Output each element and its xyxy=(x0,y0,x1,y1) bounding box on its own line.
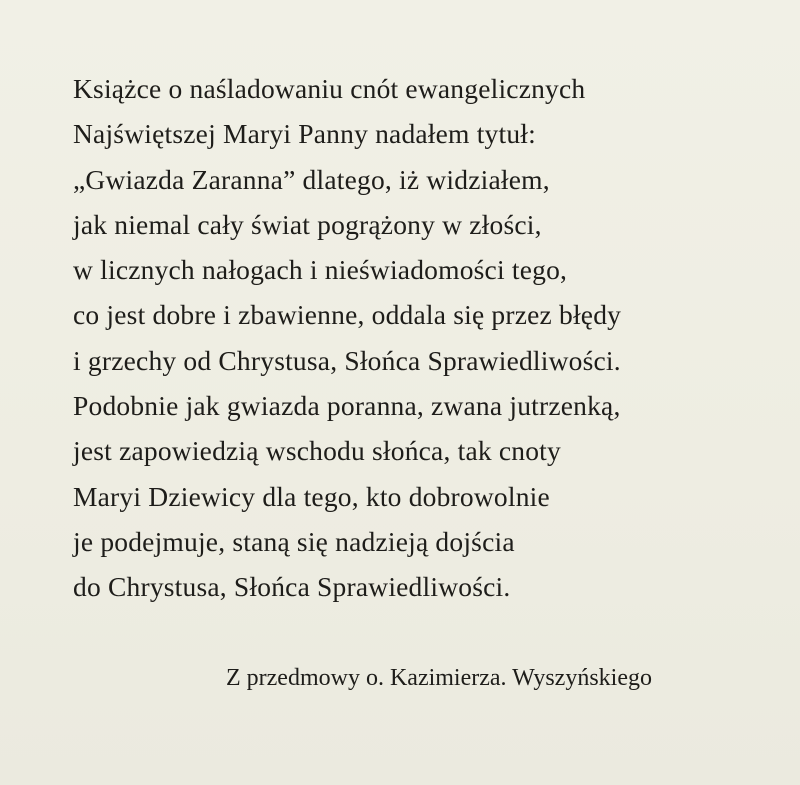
quote-line: i grzechy od Chrystusa, Słońca Sprawiedliwości. xyxy=(73,344,621,376)
quote-paragraph xyxy=(73,66,788,610)
quote-line: Książce o naśladowaniu cnót ewangelicznych xyxy=(73,73,586,104)
quote-line: do Chrystusa, Słońca Sprawiedliwości. xyxy=(73,571,511,603)
quote-line: jak niemal cały świat pogrążony w złości, xyxy=(73,208,542,240)
quote-line: je podejmuje, staną się nadzieją dojścia xyxy=(73,525,515,557)
attribution: Z przedmowy o. Kazimierza. Wyszyńskiego xyxy=(226,665,652,691)
quote-line: co jest dobre i zbawienne, oddala się przez błędy xyxy=(73,299,622,331)
quote-line: Najświętszej Maryi Panny nadałem tytuł: xyxy=(73,118,536,150)
quote-line: jest zapowiedzią wschodu słońca, tak cnoty xyxy=(73,435,561,467)
quote-line: w licznych nałogach i nieświadomości tego, xyxy=(73,254,568,286)
quote-line: Podobnie jak gwiazda poranna, zwana jutrzenką, xyxy=(73,390,621,422)
quote-line: Maryi Dziewicy dla tego, kto dobrowolnie xyxy=(73,480,550,512)
quote-line: „Gwiazda Zaranna” dlatego, iż widziałem, xyxy=(73,163,550,195)
